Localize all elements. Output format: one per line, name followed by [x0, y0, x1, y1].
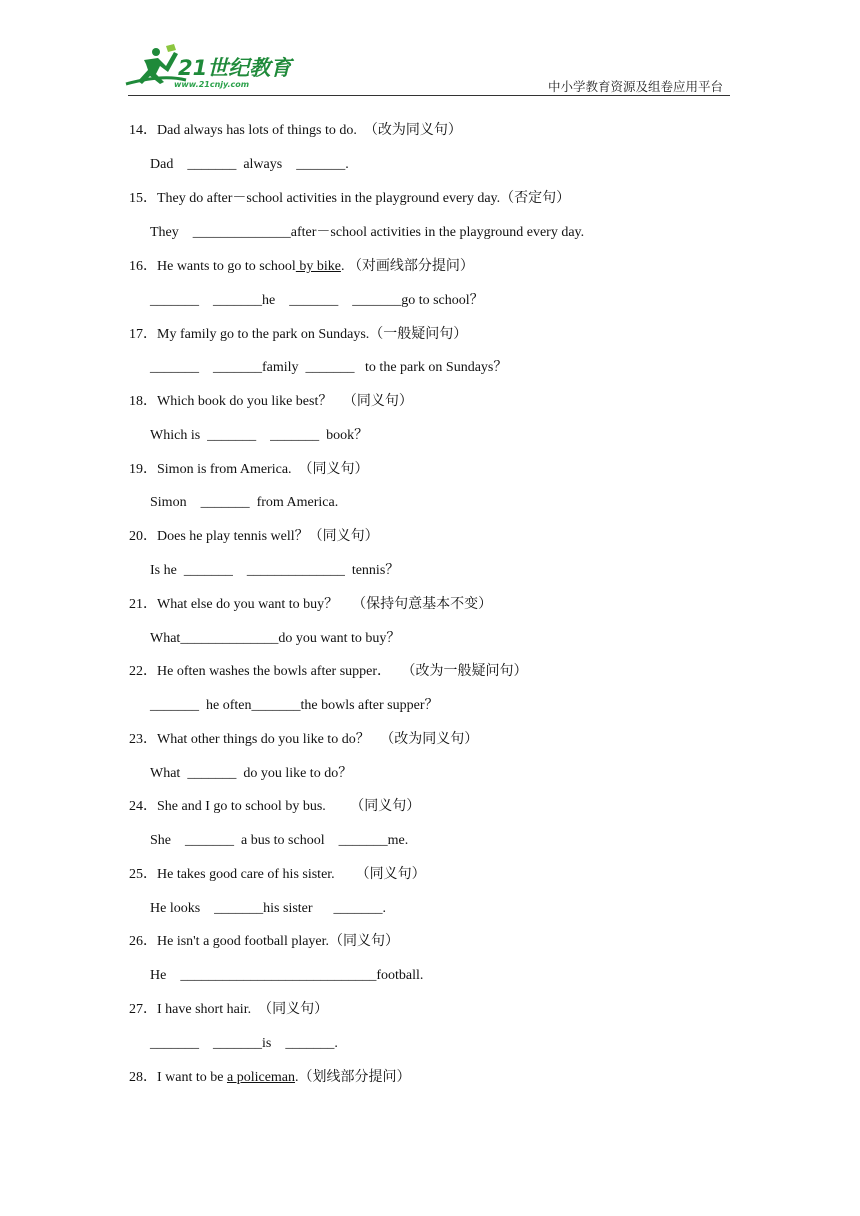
question-28-instruction: .（划线部分提问）	[295, 1070, 411, 1085]
question-28-text: 28．I want to be	[129, 1070, 227, 1085]
logo-wordmark: 21世纪教育	[178, 56, 292, 80]
question-23: 23．What other things do you like to do？ （改为同义句）	[129, 732, 479, 747]
question-15: 15．They do after－school activities in the playground every day.（否定句）	[129, 191, 571, 206]
answer-line-21: What______________do you want to buy？	[150, 631, 401, 646]
answer-line-25: He looks _______his sister _______.	[150, 901, 387, 916]
question-20: 20．Does he play tennis well？（同义句）	[129, 529, 379, 544]
answer-line-20: Is he _______ ______________ tennis？	[150, 563, 400, 578]
answer-line-17: _______ _______family _______ to the park on Sundays？	[150, 360, 508, 375]
question-24: 24．She and I go to school by bus. （同义句）	[129, 799, 421, 814]
question-16-instruction: . （对画线部分提问）	[340, 259, 474, 274]
answer-line-22: _______ he often_______the bowls after supper？	[150, 698, 439, 713]
answer-line-16: _______ _______he _______ _______go to school？	[150, 293, 484, 308]
question-19: 19．Simon is from America. （同义句）	[129, 462, 369, 477]
question-27: 27．I have short hair. （同义句）	[129, 1002, 329, 1017]
question-14: 14．Dad always has lots of things to do. （改为同义句）	[129, 123, 462, 138]
answer-line-18: Which is _______ _______ book？	[150, 428, 369, 443]
question-16-text: 16．He wants to go to school	[129, 259, 296, 274]
question-16	[129, 258, 474, 276]
question-17: 17．My family go to the park on Sundays.（一般疑问句）	[129, 327, 468, 342]
answer-line-27: _______ _______is _______.	[150, 1036, 338, 1051]
question-21: 21．What else do you want to buy？ （保持句意基本不变）	[129, 597, 493, 612]
question-22: 22．He often washes the bowls after supper． （改为一般疑问句）	[129, 664, 528, 679]
question-26: 26．He isn't a good football player.（同义句）	[129, 934, 400, 949]
header-divider	[128, 95, 730, 96]
page-header	[0, 0, 860, 100]
answer-line-26: He ____________________________football.	[150, 968, 424, 983]
answer-line-15: They ______________after－school activities in the playground every day.	[150, 225, 585, 240]
question-18: 18．Which book do you like best？ （同义句）	[129, 394, 413, 409]
answer-line-23: What _______ do you like to do？	[150, 766, 353, 781]
question-25: 25．He takes good care of his sister. （同义句）	[129, 867, 426, 882]
question-28-underlined: a policeman	[226, 1070, 296, 1085]
question-28	[129, 1069, 411, 1087]
answer-line-19: Simon _______ from America.	[150, 495, 339, 510]
platform-title: 中小学教育资源及组卷应用平台	[548, 79, 724, 94]
logo-url: www.21cnjy.com	[174, 80, 250, 89]
answer-line-14: Dad _______ always _______.	[150, 157, 349, 172]
answer-line-24: She _______ a bus to school _______me.	[150, 833, 409, 848]
question-16-underlined: by bike	[295, 259, 341, 274]
